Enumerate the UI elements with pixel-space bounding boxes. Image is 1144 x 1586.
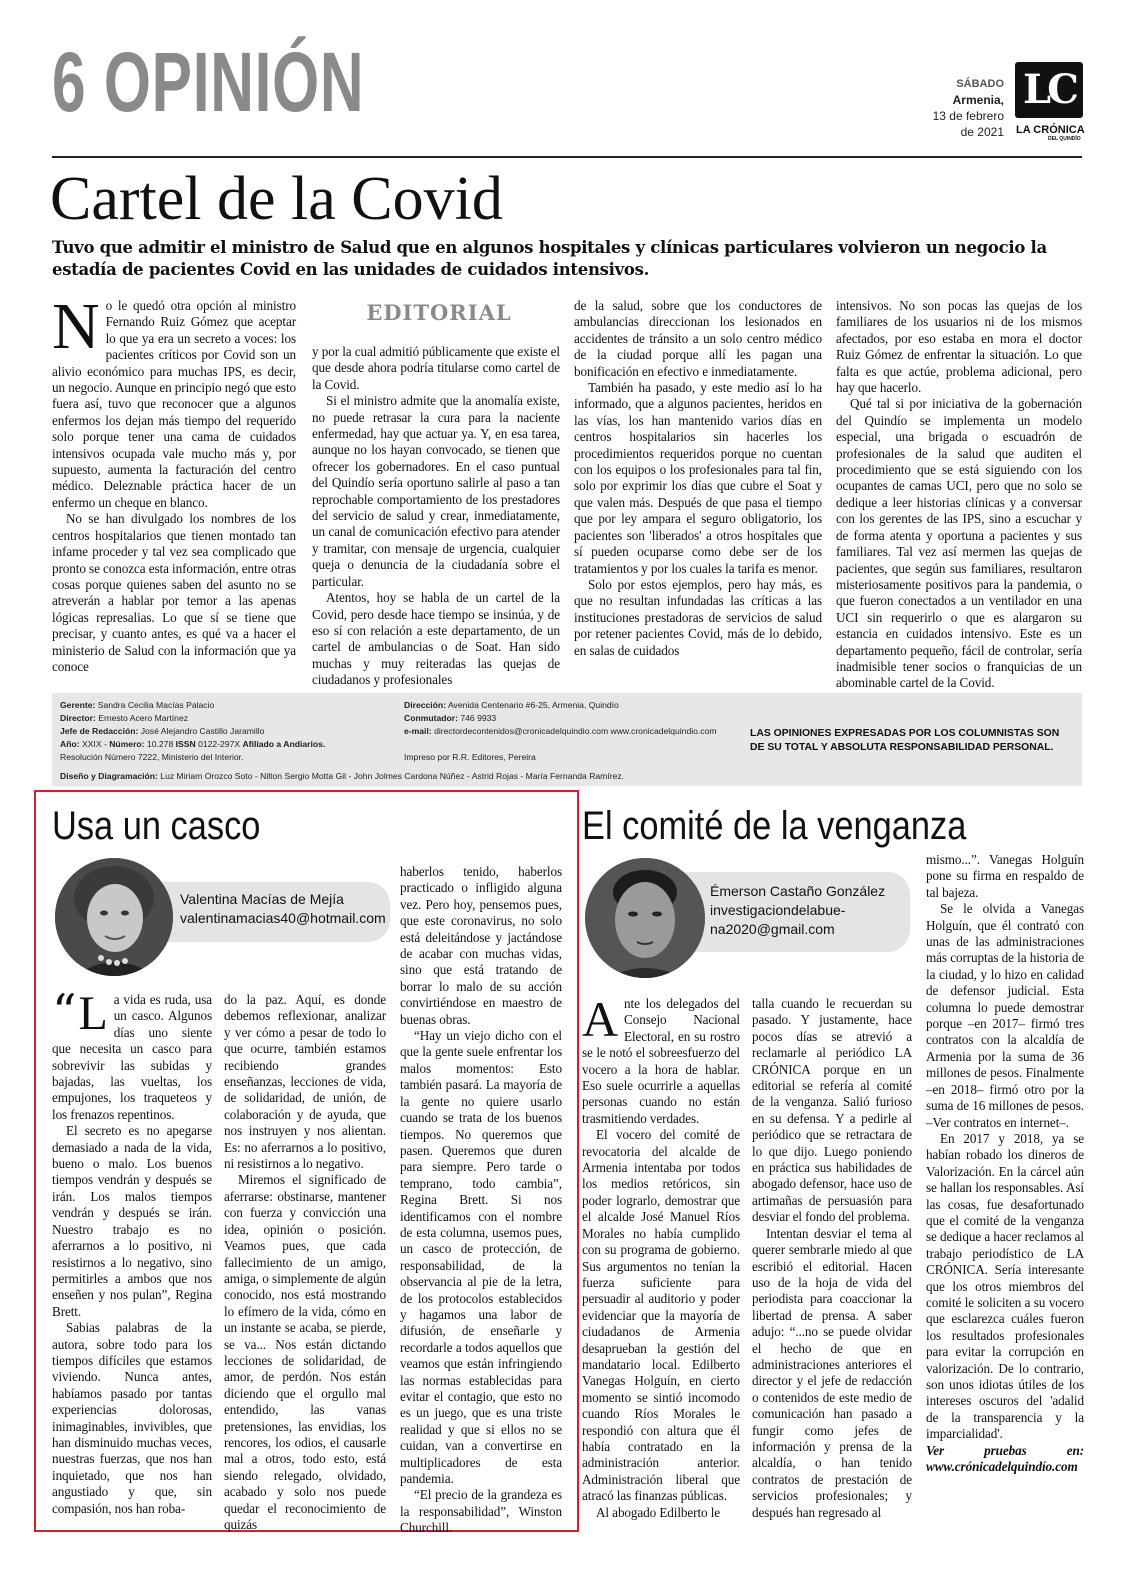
paragraph: o le quedó otra opción al ministro Fernando Ruiz Gómez que aceptar lo que ya era un secreto a voces: los pacientes críticos por Covid son un alivio económico para muchas IPS, es decir, un negocio. Aunque en principio negó que esto fuera así, tuvo que reconocer que a algunos enfermos los dejan más tiempo del requerido solo porque tener una cama de cuidados intensivos ocupada vale mucho más y, por supuesto, aumenta la facturación del centro médico. Deleznable práctica hacer de un enfermo un cheque en blanco. (52, 298, 296, 510)
paragraph: En 2017 y 2018, ya se habían robado los dineros de Valorización. En la cárcel aún se hallan los responsables. Así las cosas, fue desafortunado que el comité de la venganza se dedique a hacer reclamos al trabajo periodístico de LA CRÓNICA. Sería interesante que los otros miembros del comité le soliciten a su vocero que esclarezca cuáles fueron los resultados profesionales para evitar la corrupción en valorización. De lo contrario, son unos idiotas útiles de los intereses oscuros del 'adalid de la transparencia y la imparcialidad'. (926, 1130, 1084, 1442)
date-city: Armenia, (952, 93, 1004, 107)
editorial-dropcap: N (52, 290, 100, 363)
editorial-deck: Tuvo que admitir el ministro de Salud que en algunos hospitales y clínicas particulares volvieron un negocio la estadía de pacientes Covid en las unidades de cuidados intensivos. (52, 238, 1047, 279)
date-line-1: 13 de febrero (932, 109, 1004, 123)
section-title: 6 OPINIÓN (52, 35, 365, 129)
editorial-column-3 (574, 298, 822, 659)
author-email[interactable]: valentinamacias40@hotmail.com (180, 910, 386, 926)
column-left-dropcap: L (78, 987, 108, 1040)
paragraph: El secreto es no apegarse demasiado a nada de la vida, bueno o malo. Los buenos tiempos vendrán y después se irán. Los malos tiempos vendrán y después se irán. Nuestro trabajo es no aferrarnos a lo positivo, ni resistirnos a lo negativo, sino permitirles a ambos que nos enseñen y nos pulan”, Regina Brett. (52, 1123, 212, 1319)
masthead-disclaimer: LAS OPINIONES EXPRESADAS POR LOS COLUMNISTAS SON DE SU TOTAL Y ABSOLUTA RESPONSABILIDAD PERSONAL. (750, 728, 1060, 753)
paragraph: mismo...”. Vanegas Holguín pone su firma en respaldo de tal bajeza. (926, 852, 1084, 900)
paragraph: Miremos el significado de aferrarse: obstinarse, mantener con fuerza y convicción una idea, opinión o posición. Veamos pues, que cada fallecimiento de un amigo, amiga, o simplemente de algún conocido, nos está mostrando lo efímero de la vida, cómo en un instante se acaba, se pierde, se va... Nos están dictando lecciones de solidaridad, de amor, de perdón. Nos están diciendo que el orgullo mal entendido, las vanas pretensiones, las envidias, los rencores, los odios, el causarle mal a otros, todo esto, está siendo relegado, olvidado, acabado y solo nos puede quedar el reconocimiento de quizás (224, 1172, 386, 1532)
masthead-impreso: Impreso por R.R. Editores, Pereira (404, 752, 536, 762)
paragraph: Sabias palabras de la autora, sobre todo para los tiempos difíciles que estamos viviendo. Nunca antes, habíamos pasado por tantas experiencias dolorosas, inimaginables, invivibles, que han disminuido muchas veces, nuestras fuerzas, que nos han inquietado, que nos han angustiado y que, sin compasión, nos han roba- (52, 1320, 212, 1516)
paragraph: Intentan desviar el tema al querer sembrarle miedo al que escribió el editorial. Hacen uso de la hoja de vida del periodista para coaccionar la libertad de prensa. A saber adujo: “...no se puede olvidar el hecho de que en administraciones anteriores el director y el jefe de redacción o contenidos de este medio de comunicación han pasado a fungir como jefes de información y prensa de la alcaldía, o han tenido contratos de prestación de servicios profesionales; y después han regresado al (752, 1225, 912, 1520)
author-name: Valentina Macías de Mejía (180, 891, 344, 907)
column-left-title: Usa un casco (52, 804, 261, 848)
date-line-2: de 2021 (960, 125, 1004, 139)
column-left-text-1 (52, 984, 212, 1517)
editorial-label: EDITORIAL (366, 300, 512, 325)
paragraph: “El precio de la grandeza es la responsabilidad”, Winston Churchill. (400, 1487, 562, 1536)
paragraph: También ha pasado, y este medio así lo ha informado, que a algunos pacientes, heridos en las vías, los han mantenido varios días en centros hospitalarios sin hacerles los procedimientos requeridos porque no cuentan con los equipos o los profesionales para tal fin, solo por exprimir los días que cubre el Soat y que valen más. Después de que pasa el tiempo que por ley ampara el seguro obligatorio, los pacientes son 'liberados' a otros hospitales que sí pueden ocuparse como debe ser de los tratamientos y por los cuales la tarifa es menor. (574, 380, 822, 576)
paragraph: El vocero del comité de revocatoria del alcalde de Armenia intentaba por todos los medios retóricos, sin poder lograrlo, demostrar que el alcalde José Manuel Ríos Morales no había cumplido con su programa de gobierno. Sus argumentos no tenían la fuerza suficiente para persuadir al auditorio y poder evidenciar que la mayoría de ciudadanos de Armenia desaprueban la gestión del mandatario local. Edilberto Vanegas Holguín, en cierto momento se sintió incomodo cuando Ríos Morales le respondió con altura que él había contratado en la administración anterior. Administración liberal que atracó las finanzas públicas. (582, 1127, 740, 1504)
paragraph: Qué tal si por iniciativa de la gobernación del Quindío se implementa un modelo especial, una brigada o escuadrón de profesionales de la salud que auditen el procedimiento que se está siguiendo con los ocupantes de camas UCI, pero que no solo se dedique a leer historias clínicas y a conversar con los gerentes de las IPS, sino a escuchar y de forma atenta y oportuna a pacientes y sus familiares. Tal vez así mermen las quejas de pacientes, que según sus familiares, resultaron misteriosamente positivos para la pandemia, o que fueron conectados a un ventilador en una UCI sin requerirlo o que es alargaron su estancia en cuidados intensivo. Este es un departamento pequeño, fácil de controlar, sería inadmisible tener socios o franquicias de un abominable cartel de la Covid. (836, 396, 1082, 691)
masthead-director: Director: Ernesto Acero Martínez (60, 713, 189, 723)
paragraph: Se le olvida a Vanegas Holguín, que él contrató con unas de las administraciones más corruptas de la historia de la ciudad, y lo hizo en calidad de defensor judicial. Esta columna lo puede demostrar porque –en 2017– firmó tres contratos con la alcaldía de Armenia por la suma de 36 millones de pesos. Finalmente –en 2018– firmó otro por la suma de 16 millones de pesos. –Ver contratos en internet–. (926, 901, 1084, 1130)
column-right-text-2 (752, 996, 912, 1521)
paragraph: No se han divulgado los nombres de los centros hospitalarios que tienen montado tan infame proceder y tal vez sea complicado que pronto se conozca esta información, entre otras cosas porque quienes saben del asunto no se atreverán a hablar por temor a las apenas lógicas represalias. Lo que sí se tiene que precisar, y cuanto antes, es qué va a hacer el ministerio de Salud con la información que ya conoce (52, 511, 296, 674)
author-email-cont[interactable]: na2020@gmail.com (710, 921, 835, 937)
masthead-jefe: Jefe de Redacción: José Alejandro Castillo Jaramillo (60, 726, 265, 736)
paragraph: “Hay un viejo dicho con el que la gente suele enfrentar los malos momentos: Esto también pasará. La mayoría de la gente no quiere usarlo cuando se trata de los buenos tiempos. No queremos que pasen. Queremos que duren para siempre. Pero tarde o temprano, todo cambia”, Regina Brett. Si nos identificamos con el nombre de esta columna, usemos pues, un casco de protección, de responsabilidad, de la observancia al pie de la letra, de los protocolos establecidos y hagamos una labor de difusión, de enseñarle y recordarle a todos aquellos que veamos que están infringiendo las normas establecidas para evitar el contagio, que esto no es un juego, que es una triste realidad y que si ellos no se cuidan, van a convertirse en multiplicadores de esta pandemia. (400, 1028, 562, 1487)
header-rule (52, 156, 1082, 158)
paragraph: nte los delegados del Consejo Nacional Electoral, en su rostro se le notó el sobreesfuerzo del vocero a la hora de hablar. Eso suele ocurrirle a aquellas personas cuando no están trasmitiendo verdades. (582, 996, 740, 1126)
paragraph: do la paz. Aquí, es donde debemos reflexionar, analizar y ver cómo a pesar de todo lo que ocurre, también estamos recibiendo grandes enseñanzas, lecciones de vida, de solidaridad, de unión, de colaboración y de ayuda, que nos instruyen y nos alientan. Es: no aferrarnos a lo positivo, ni resistirnos a lo negativo. (224, 992, 386, 1172)
dateline (933, 76, 1004, 140)
author-portrait-icon (585, 858, 705, 978)
masthead-diseno: Diseño y Diagramación: Luz Miriam Orozco Soto - Nilton Sergio Motta Gil - John Jolmes Cardona Núñez - Astrid Rojas - María Fernanda Ramírez. (60, 771, 625, 781)
column-right-title: El comité de la venganza (582, 804, 967, 848)
paragraph: y por la cual admitió públicamente que existe el que desde ahora podría titularse como cartel de la Covid. (312, 344, 560, 392)
author-portrait-icon (55, 858, 173, 976)
masthead (52, 693, 1082, 786)
author-email[interactable]: investigaciondelabue- (710, 902, 846, 918)
column-right-text-3 (926, 852, 1084, 1475)
avatar (585, 858, 705, 978)
quote-mark: “ (52, 984, 77, 1040)
paragraph: Atentos, hoy se habla de un cartel de la Covid, pero desde hace tiempo se insinúa, y de eso sí con relación a este departamento, de un cartel de ambulancias o de Soat. Han sido muchas y muy reiteradas las quejas de ciudadanos y profesionales (312, 590, 560, 688)
masthead-email: e-mail: directordecontenidos@cronicadelquindio.com www.cronicadelquindio.com (404, 726, 717, 736)
column-left-text-2 (224, 992, 386, 1533)
paragraph: talla cuando le recuerdan su pasado. Y justamente, hace pocos días se atrevió a reclamarle al periódico LA CRÓNICA porque en un editorial se refería al comité de la venganza. Salió furioso en su defensa. Y a pedirle al periódico que se retractara de lo que dijo. Luego poniendo en práctica sus habilidades de abogado defensor, hace uso de artimañas de persuasión para desviar el fondo del problema. (752, 996, 912, 1225)
masthead-ano: Año: XXIX - Número: 10.278 ISSN 0122-297X Afiliado a Andiarios. (60, 739, 326, 749)
masthead-gerente: Gerente: Sandra Cecilia Macías Palacio (60, 700, 215, 710)
logo-name: LA CRÓNICA (1016, 124, 1085, 136)
logo-icon: LC (1015, 62, 1083, 118)
masthead-conmutador: Conmutador: 746 9933 (404, 713, 497, 723)
editorial-column-1 (52, 290, 296, 675)
column-left-text-3 (400, 864, 562, 1537)
masthead-resolucion: Resolución Número 7222, Ministerio del Interior. (60, 752, 244, 762)
column-right-dropcap: A (582, 991, 619, 1047)
paragraph: de la salud, sobre que los conductores de ambulancias direccionan los lesionados en accidentes de tránsito a un solo centro médico de la ciudad porque allí les pagan una bonificación en efectivo e inmediatamente. (574, 298, 822, 379)
column-right-text-1 (582, 991, 740, 1521)
date-day: SÁBADO (956, 78, 1004, 90)
editorial-column-4 (836, 298, 1082, 692)
paragraph: haberlos tenido, haberlos practicado o infligido alguna vez. Pero hoy, pensemos pues, que este coronavirus, no solo está deleitándose y jactándose de acabar con muchas vidas, sino que está tratando de borrar lo malo de su acción convirtiéndose en maestro de buenas obras. (400, 864, 562, 1027)
author-name: Émerson Castaño González (710, 883, 886, 899)
see-more-link[interactable]: Ver pruebas en: www.crónicadelquindío.com (926, 1442, 1084, 1475)
editorial-column-2 (312, 344, 560, 689)
paragraph: Solo por estos ejemplos, pero hay más, es que no resultan infundadas las críticas a las instituciones prestadoras de servicios de salud por retener pacientes Covid, más de lo debido, en salas de cuidados (574, 576, 822, 658)
editorial-headline: Cartel de la Covid (50, 165, 503, 233)
paragraph: a vida es ruda, usa un casco. Algunos días uno siente que necesita un casco para sobrevivir las subidas y bajadas, las vueltas, los empujones, los traqueteos y los frenazos repentinos. (52, 992, 212, 1122)
paragraph: intensivos. No son pocas las quejas de los familiares de los usuarios ni de los mismos afectados, por eso estaba en mora el doctor Ruiz Gómez de enfrentar la situación. Lo que falta es que actúe, problema adicional, pero hay que hacerlo. (836, 298, 1082, 396)
paragraph: Al abogado Edilberto le (596, 1504, 721, 1520)
paragraph: Si el ministro admite que la anomalía existe, no puede retrasar la cura para la naciente enfermedad, hay que actuar ya. Y, en esa tarea, aunque no los hayan convocado, se tienen que ofrecer los gobernadores. En el caso puntual del Quindío sería oportuno salirle al paso a tan reprochable comportamiento de los prestadores del servicio de salud y crear, inmediatamente, un canal de comunicación efectivo para atender y tramitar, con mensaje de urgencia, cualquier queja o denuncia de la ciudadanía sobre el particular. (312, 393, 560, 589)
masthead-direccion: Dirección: Avenida Centenario #6-25, Armenia, Quindío (404, 700, 619, 710)
logo-sub: DEL QUINDÍO (1048, 136, 1081, 142)
avatar (55, 858, 173, 976)
